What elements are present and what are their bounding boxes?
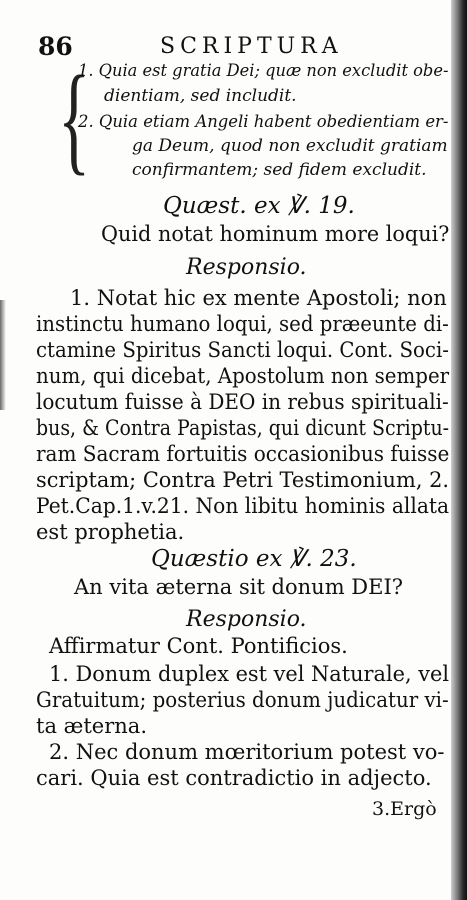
marginal-note-line: 2. Quia etiam Angeli habent obedientiam er-	[78, 112, 449, 132]
page-number: 86	[38, 32, 73, 61]
body-line: locutum fuisse à DEO in rebus spirituali-	[36, 390, 449, 414]
body-line: bus, & Contra Papistas, qui dicunt Scriptu-	[36, 416, 450, 440]
body-line: ctamine Spiritus Sancti loqui. Cont. Soci-	[36, 338, 449, 362]
body-line: 2. Nec donum mœritorium potest vo-	[49, 740, 445, 764]
marginal-note-line: dientiam, sed includit.	[104, 86, 297, 106]
question-heading: Quæst. ex ℣. 19.	[163, 193, 355, 219]
body-line: Affirmatur Cont. Pontificios.	[49, 634, 348, 658]
body-line: Gratuitum; posterius donum judicatur vi-	[36, 688, 449, 712]
body-line: num, qui dicebat, Apostolum non semper	[36, 364, 450, 388]
body-line: 1. Notat hic ex mente Apostoli; non	[70, 286, 447, 310]
question-text: An vita æterna sit donum DEI?	[74, 575, 403, 599]
body-line: ta æterna.	[36, 714, 147, 738]
body-line: est prophetia.	[36, 520, 185, 544]
running-head: SCRIPTURA	[160, 34, 343, 59]
body-line: cari. Quia est contradictio in adjecto.	[36, 766, 432, 790]
question-heading: Quæstio ex ℣. 23.	[151, 546, 357, 572]
catchword: 3.Ergò	[372, 798, 437, 820]
response-heading: Responsio.	[186, 255, 307, 280]
body-line: Pet.Cap.1.v.21. Non libitu hominis allata	[36, 494, 450, 518]
book-spine-shadow	[451, 0, 467, 900]
response-heading: Responsio.	[186, 607, 307, 632]
body-line: ram Sacram fortuitis occasionibus fuisse	[36, 442, 450, 466]
body-line: 1. Donum duplex est vel Naturale, vel	[49, 662, 450, 686]
marginal-brace: {	[58, 51, 91, 186]
page-edge-shadow	[0, 300, 6, 410]
marginal-note-line: confirmantem; sed fidem excludit.	[132, 160, 427, 180]
marginal-note-line: 1. Quia est gratia Dei; quæ non excludit obe-	[78, 61, 449, 81]
question-text: Quid notat hominum more loqui?	[101, 222, 450, 246]
body-line: instinctu humano loqui, sed præeunte di-	[36, 312, 449, 336]
body-line: scriptam; Contra Petri Testimonium, 2.	[36, 468, 450, 492]
marginal-note-line: ga Deum, quod non excludit gratiam	[132, 136, 448, 156]
